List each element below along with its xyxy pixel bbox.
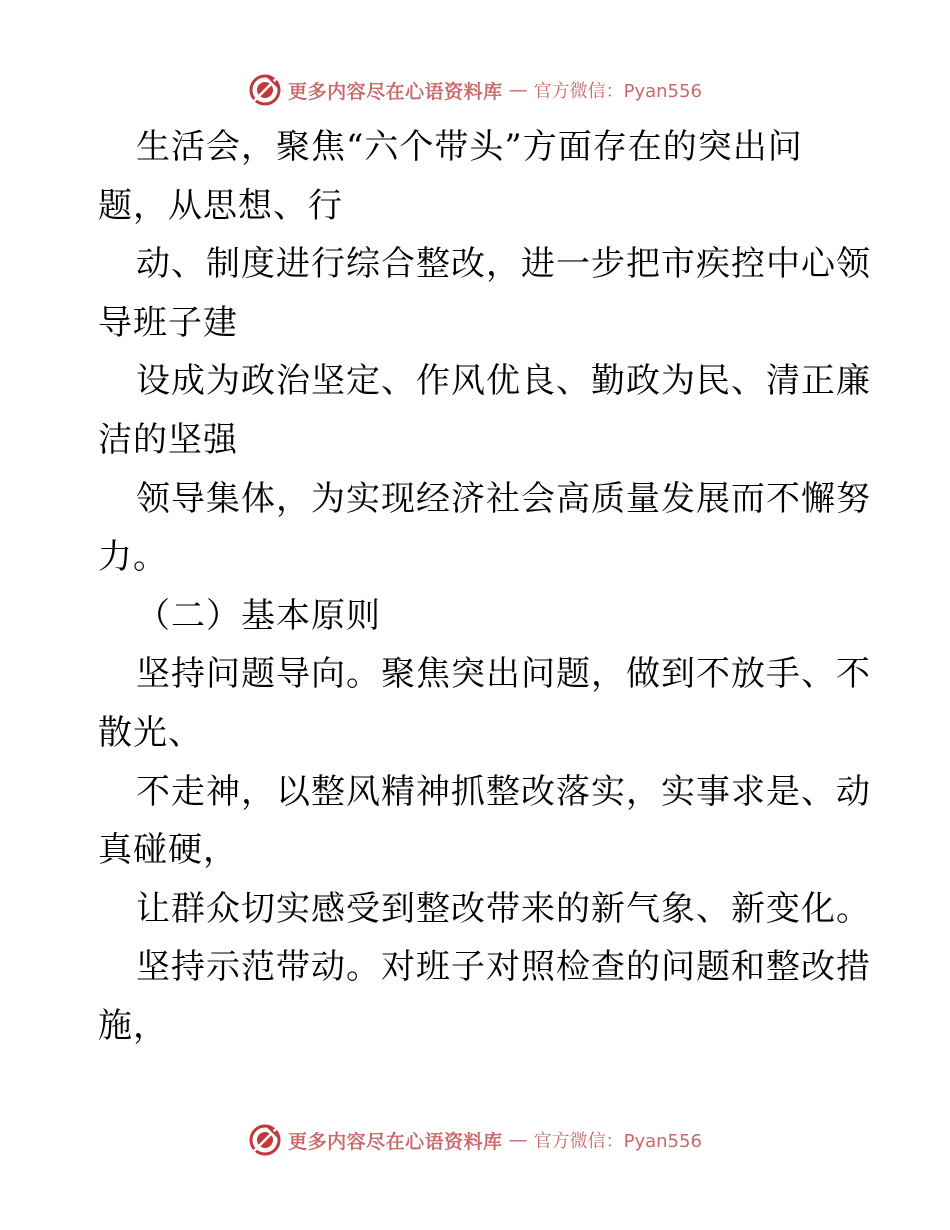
text-line: 坚持问题导向。聚焦突出问题，做到不放手、不: [136, 654, 871, 695]
text-line: 题，从思想、行: [98, 185, 343, 226]
text-line: 领导集体，为实现经济社会高质量发展而不懈努: [136, 478, 871, 519]
pen-seal-icon: [248, 1123, 282, 1157]
text-line: 施，: [98, 1005, 168, 1046]
text-line: 散光、: [98, 712, 203, 753]
watermark-site-text: 更多内容尽在心语资料库: [288, 80, 503, 103]
text-line: 坚持示范带动。对班子对照检查的问题和整改措: [136, 947, 871, 988]
watermark-wechat-text: 官方微信：Pyan556: [533, 1131, 702, 1152]
text-line: 生活会，聚焦“六个带头”方面存在的突出问: [136, 127, 803, 167]
watermark-site-text: 更多内容尽在心语资料库: [288, 1130, 503, 1153]
watermark-header: [0, 72, 950, 108]
text-line: 洁的坚强: [98, 419, 238, 460]
watermark-footer: [0, 1122, 950, 1158]
watermark-separator: —: [508, 79, 528, 101]
text-line: 导班子建: [98, 302, 238, 343]
text-line: 真碰硬，: [98, 830, 238, 871]
text-line: 让群众切实感受到整改带来的新气象、新变化。: [136, 888, 871, 929]
pen-seal-icon: [248, 73, 282, 107]
body-text: [98, 118, 871, 1056]
section-heading: （二）基本原则: [136, 595, 381, 636]
text-line: 设成为政治坚定、作风优良、勤政为民、清正廉: [136, 361, 871, 402]
watermark-separator: —: [508, 1129, 528, 1151]
text-line: 力。: [98, 537, 168, 578]
text-line: 不走神，以整风精神抓整改落实，实事求是、动: [136, 771, 871, 812]
watermark-wechat-text: 官方微信：Pyan556: [533, 81, 702, 102]
text-line: 动、制度进行综合整改，进一步把市疾控中心领: [136, 244, 871, 285]
